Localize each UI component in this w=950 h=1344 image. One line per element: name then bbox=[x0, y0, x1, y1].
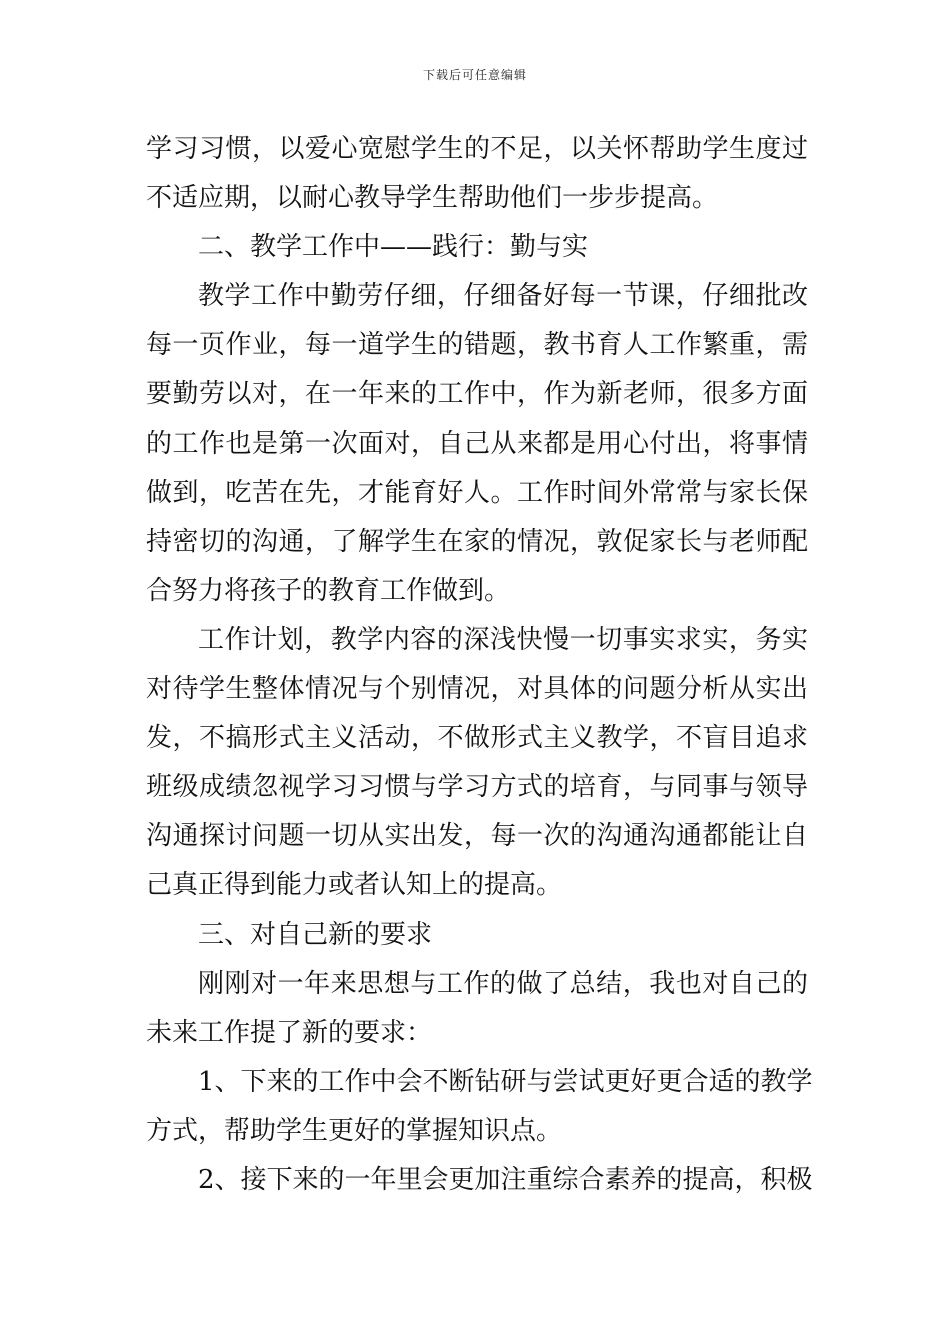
document-body bbox=[146, 125, 813, 1205]
text-line: 方式，帮助学生更好的掌握知识点。 bbox=[146, 1115, 563, 1146]
text-line: 每一页作业，每一道学生的错题，教书育人工作繁重，需 bbox=[146, 330, 808, 361]
text-line: 的工作也是第一次面对，自己从来都是用心付出，将事情 bbox=[146, 428, 808, 459]
text-line: 班级成绩忽视学习习惯与学习方式的培育，与同事与领导 bbox=[146, 772, 808, 803]
text-line: 三、对自己新的要求 bbox=[198, 919, 433, 950]
text-line: 不适应期，以耐心教导学生帮助他们一步步提高。 bbox=[146, 183, 719, 214]
page-header: 下载后可任意编辑 bbox=[422, 68, 527, 82]
text-line: 做到，吃苦在先，才能育好人。工作时间外常常与家长保 bbox=[146, 477, 808, 508]
text-line: 发，不搞形式主义活动，不做形式主义教学，不盲目追求 bbox=[146, 723, 808, 754]
text-line: 持密切的沟通，了解学生在家的情况，敦促家长与老师配 bbox=[146, 526, 808, 557]
text-line: 二、教学工作中——践行：勤与实 bbox=[198, 232, 589, 263]
text-line: 1、下来的工作中会不断钻研与尝试更好更合适的教学 bbox=[198, 1066, 813, 1097]
text-line: 教学工作中勤劳仔细，仔细备好每一节课，仔细批改 bbox=[198, 281, 808, 312]
text-line: 对待学生整体情况与个别情况，对具体的问题分析从实出 bbox=[146, 674, 808, 705]
text-line: 未来工作提了新的要求： bbox=[146, 1017, 433, 1048]
text-line: 沟通探讨问题一切从实出发，每一次的沟通沟通都能让自 bbox=[146, 821, 808, 852]
text-line: 2、接下来的一年里会更加注重综合素养的提高，积极 bbox=[198, 1164, 813, 1195]
text-line: 刚刚对一年来思想与工作的做了总结，我也对自己的 bbox=[198, 968, 808, 999]
text-line: 合努力将孩子的教育工作做到。 bbox=[146, 575, 511, 606]
text-line: 学习习惯，以爱心宽慰学生的不足，以关怀帮助学生度过 bbox=[146, 134, 808, 164]
text-line: 己真正得到能力或者认知上的提高。 bbox=[146, 870, 563, 901]
text-line: 要勤劳以对，在一年来的工作中，作为新老师，很多方面 bbox=[146, 379, 808, 410]
text-line: 工作计划，教学内容的深浅快慢一切事实求实，务实 bbox=[198, 624, 808, 655]
